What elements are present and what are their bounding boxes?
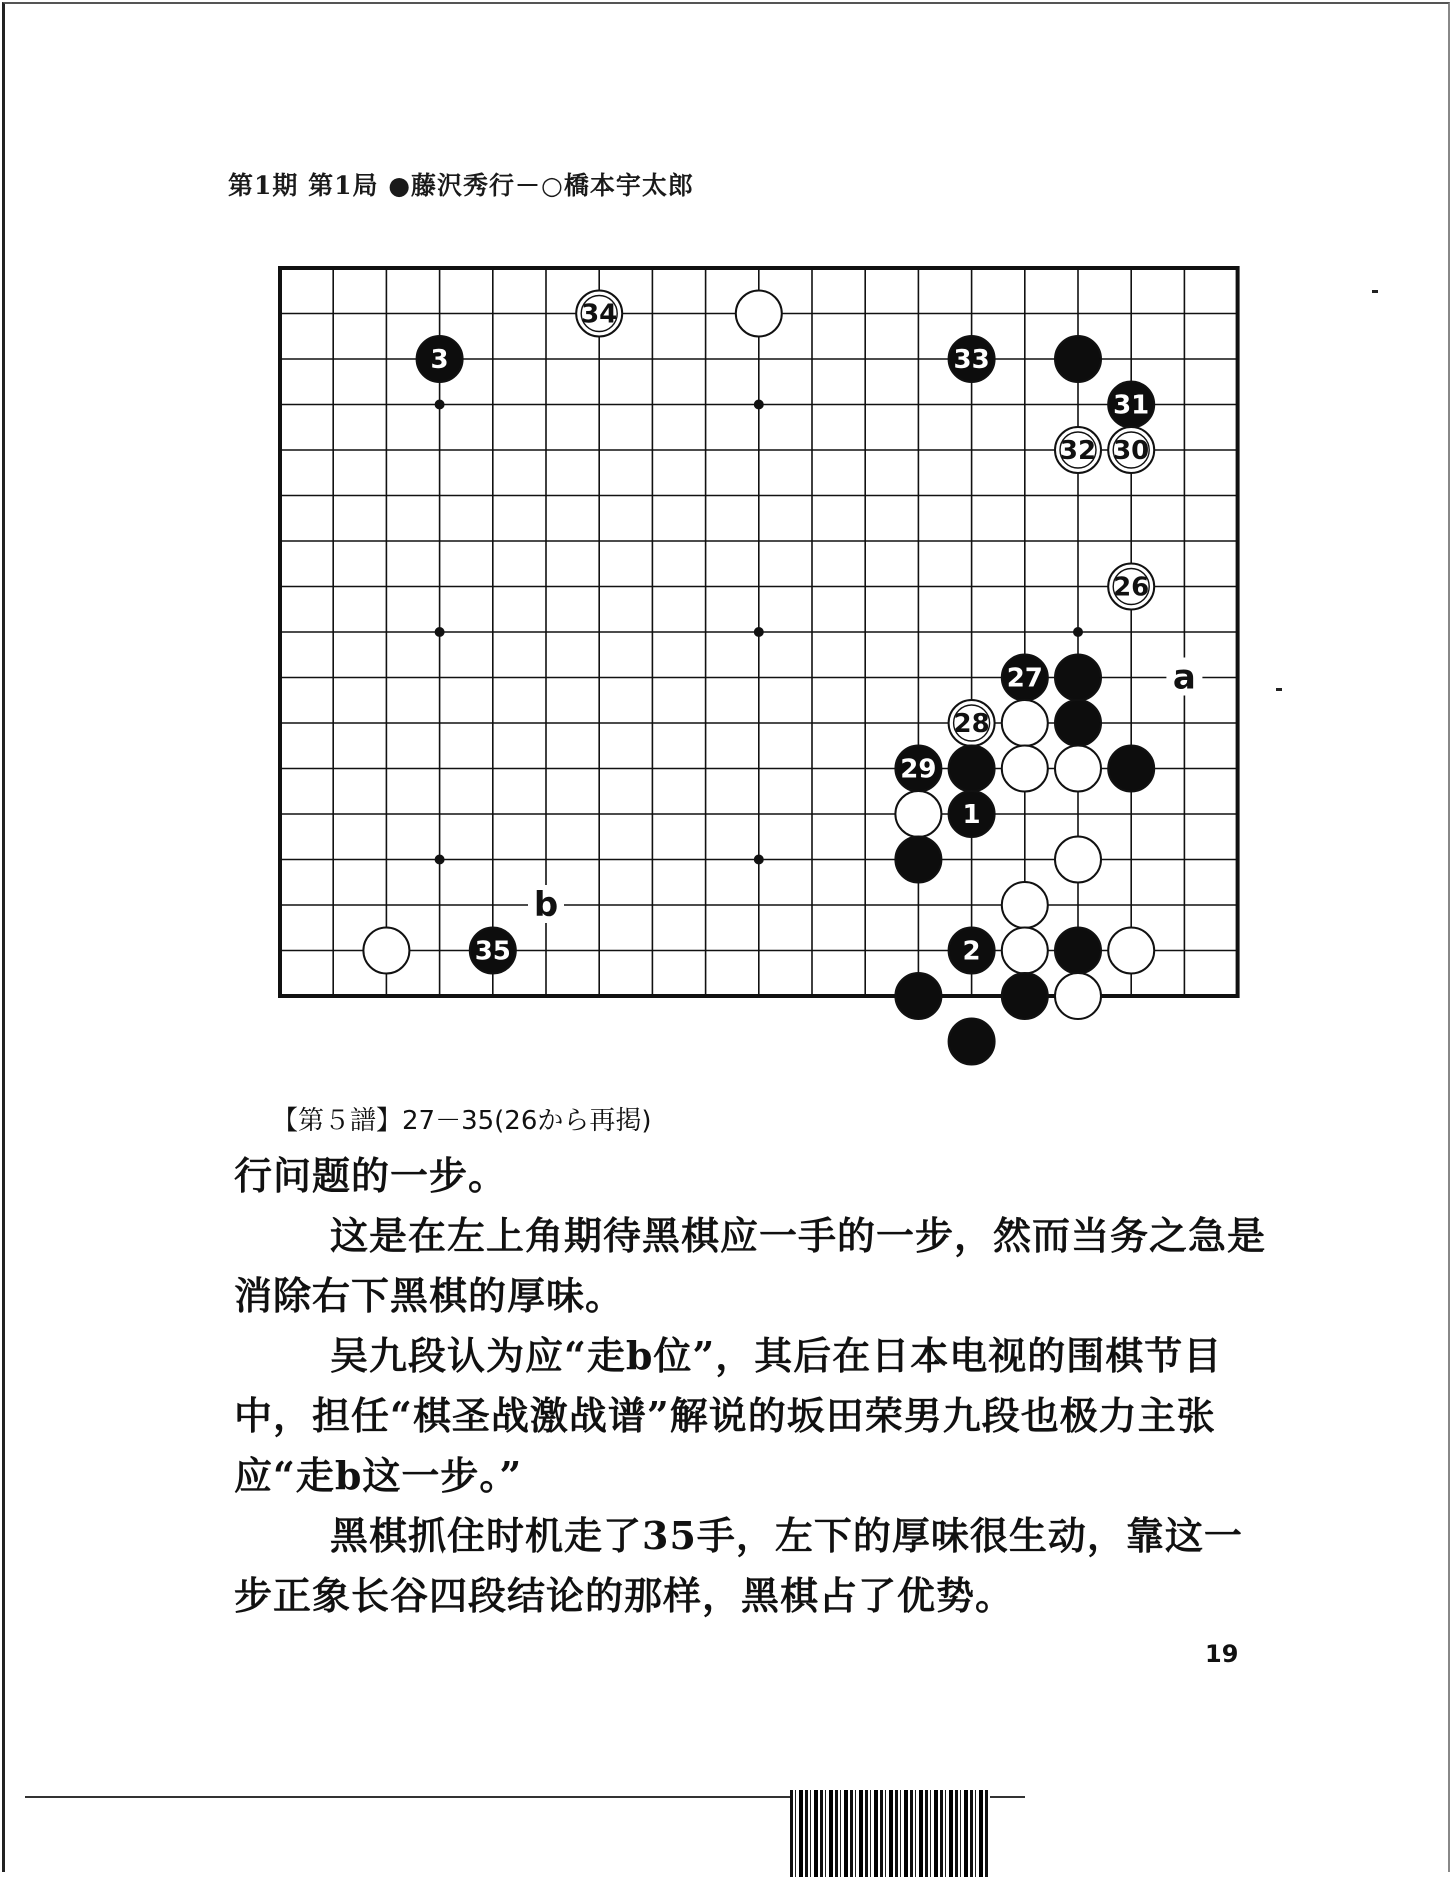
star-point	[754, 400, 764, 410]
black-stone	[470, 928, 516, 974]
stone-move-number: 26	[1113, 572, 1150, 603]
black-stone	[949, 336, 995, 382]
stone-move-number: 35	[474, 936, 511, 967]
stone-disc	[1108, 746, 1154, 792]
stone-disc	[1108, 928, 1154, 974]
stone-disc	[1002, 746, 1048, 792]
black-stone	[1055, 336, 1101, 382]
black-stone	[949, 1019, 995, 1065]
stone-disc	[736, 291, 782, 337]
star-point	[435, 400, 445, 410]
stone-disc	[949, 1019, 995, 1065]
page-number: 19	[1205, 1640, 1239, 1668]
white-stone	[1002, 928, 1048, 974]
board-mark-a: a	[1172, 657, 1196, 698]
white-stone	[363, 928, 409, 974]
white-stone	[1002, 746, 1048, 792]
stone-move-number: 27	[1006, 663, 1043, 694]
stone-disc	[363, 928, 409, 974]
white-stone	[1108, 928, 1154, 974]
stone-disc	[1055, 746, 1101, 792]
stone-move-number: 1	[962, 800, 981, 830]
star-point	[754, 627, 764, 637]
star-point	[435, 627, 445, 637]
stone-move-number: 30	[1113, 436, 1150, 466]
black-stone	[1002, 973, 1048, 1019]
stone-disc	[895, 837, 941, 883]
white-stone	[576, 291, 622, 337]
white-stone	[949, 700, 995, 746]
black-stone	[417, 336, 463, 382]
stone-disc	[895, 791, 941, 837]
page-header: 第1期 第1局 ●藤沢秀行－○橋本宇太郎	[228, 171, 694, 200]
black-stone	[1108, 382, 1154, 428]
white-stone	[1055, 837, 1101, 883]
stone-disc	[1055, 973, 1101, 1019]
stone-disc	[1002, 882, 1048, 928]
diagram-caption: 【第５譜】27－35(26から再掲)	[272, 1106, 652, 1136]
stone-move-number: 32	[1059, 436, 1097, 466]
stone-move-number: 34	[581, 299, 618, 330]
white-stone	[1108, 564, 1154, 610]
go-board-diagram	[270, 258, 1260, 1118]
black-stone	[1055, 655, 1101, 701]
scan-speck	[1276, 688, 1282, 691]
star-point	[1073, 627, 1083, 637]
scan-speck	[1372, 290, 1378, 293]
white-stone	[1002, 700, 1048, 746]
stone-disc	[1002, 928, 1048, 974]
stone-disc	[1002, 973, 1048, 1019]
star-point	[435, 855, 445, 865]
black-stone	[1002, 655, 1048, 701]
stone-move-number: 28	[953, 709, 990, 739]
stone-disc	[1055, 336, 1101, 382]
stone-disc	[1002, 700, 1048, 746]
stone-disc	[1055, 837, 1101, 883]
white-stone	[895, 791, 941, 837]
black-stone	[895, 973, 941, 1019]
white-stone	[1055, 427, 1101, 473]
black-stone	[1055, 928, 1101, 974]
stone-move-number: 29	[900, 754, 937, 785]
paragraph-1: 行问题的一步。	[234, 1153, 508, 1198]
black-stone	[949, 928, 995, 974]
stone-move-number: 33	[953, 345, 990, 375]
star-point	[754, 855, 764, 865]
stone-move-number: 31	[1113, 390, 1150, 421]
white-stone	[1108, 427, 1154, 473]
black-stone	[949, 746, 995, 792]
paragraph-3: 吴九段认为应“走b位”，其后在日本电视的围棋节目中，担任“棋圣战激战谱”解说的坂田荣男九段也极力主张应“走b这一步。”	[234, 1333, 1223, 1498]
black-stone	[895, 746, 941, 792]
black-stone	[1055, 700, 1101, 746]
stone-disc	[1055, 655, 1101, 701]
black-stone	[1108, 746, 1154, 792]
stone-disc	[1055, 700, 1101, 746]
paragraph-4: 黑棋抓住时机走了35手，左下的厚味很生动，靠这一步正象长谷四段结论的那样，黑棋占了优势。	[234, 1513, 1243, 1618]
white-stone	[1002, 882, 1048, 928]
stone-disc	[949, 746, 995, 792]
scan-barcode-mark	[790, 1790, 990, 1877]
white-stone	[736, 291, 782, 337]
stone-move-number: 3	[430, 345, 449, 375]
black-stone	[895, 837, 941, 883]
white-stone	[1055, 973, 1101, 1019]
stone-disc	[895, 973, 941, 1019]
black-stone	[949, 791, 995, 837]
stone-move-number: 2	[962, 936, 981, 967]
paragraph-2: 这是在左上角期待黑棋应一手的一步，然而当务之急是消除右下黑棋的厚味。	[234, 1213, 1267, 1318]
white-stone	[1055, 746, 1101, 792]
board-mark-b: b	[533, 885, 559, 925]
stone-disc	[1055, 928, 1101, 974]
